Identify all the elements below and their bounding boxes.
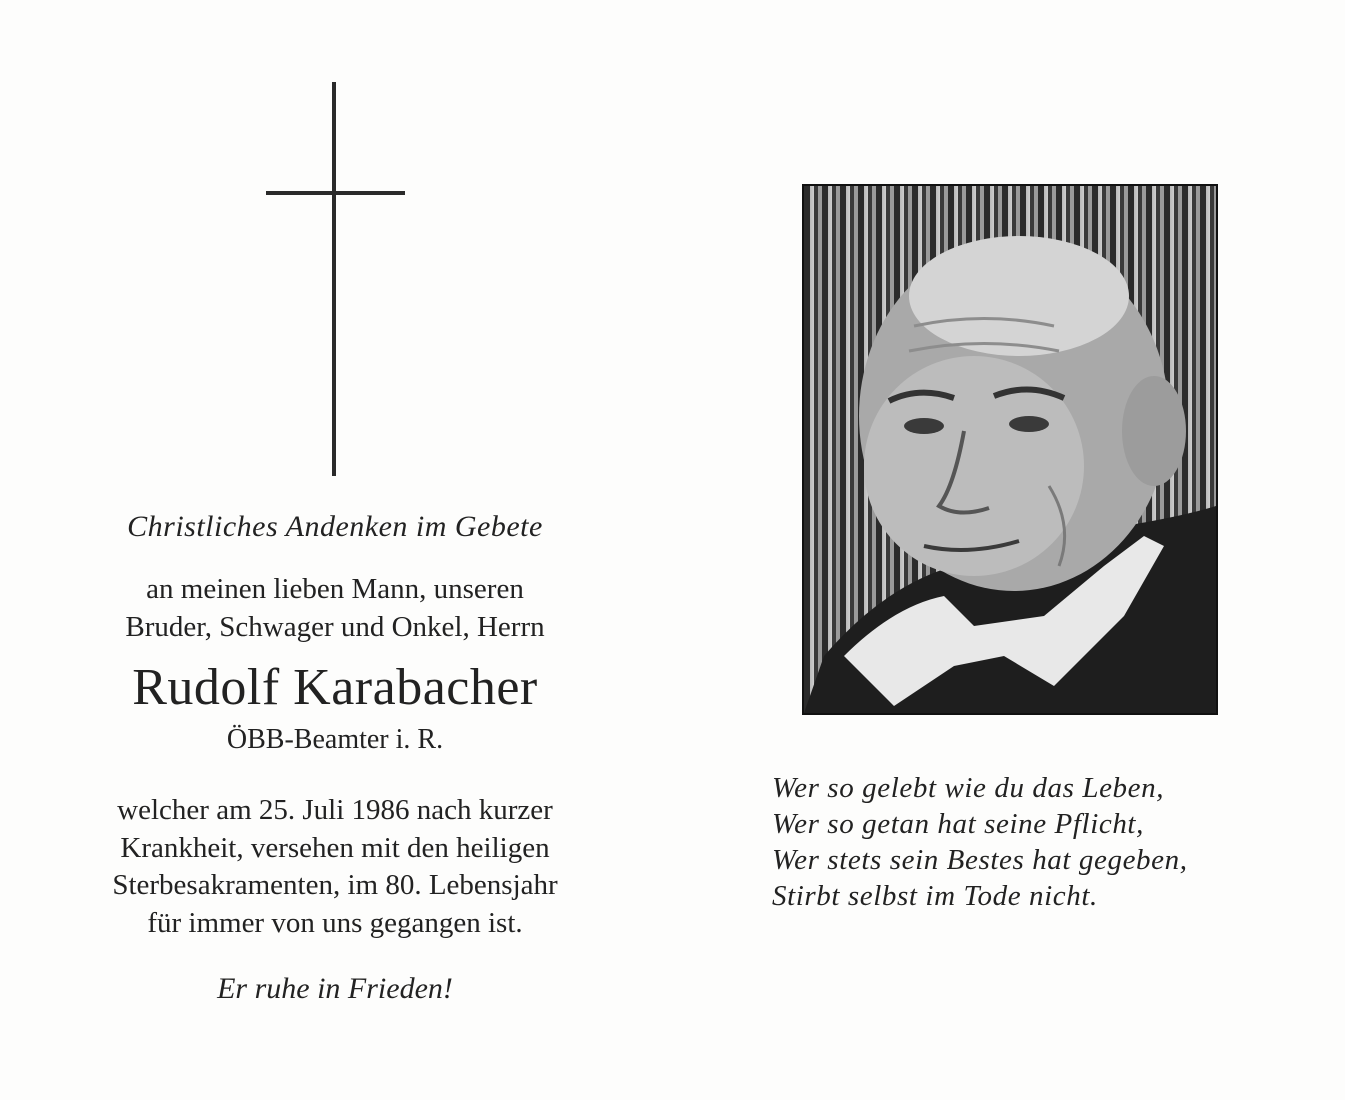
death-notice-text xyxy=(40,792,630,942)
profession: ÖBB-Beamter i. R. xyxy=(226,724,444,755)
portrait-photo xyxy=(802,184,1218,715)
poem xyxy=(772,770,1312,914)
notice-line: Sterbesakramenten, im 80. Lebensjahr xyxy=(112,869,558,901)
poem-line: Wer stets sein Bestes hat gegeben, xyxy=(772,844,1188,876)
closing-blessing: Er ruhe in Frieden! xyxy=(217,972,453,1005)
notice-line: für immer von uns gegangen ist. xyxy=(147,906,523,939)
notice-line: Krankheit, versehen mit den heiligen xyxy=(120,831,550,864)
intro-line: Bruder, Schwager und Onkel, Herrn xyxy=(125,611,545,643)
intro-text xyxy=(40,570,630,646)
cross-vertical-bar xyxy=(332,82,336,476)
heading: Christliches Andenken im Gebete xyxy=(127,510,543,543)
poem-line: Wer so gelebt wie du das Leben, xyxy=(772,772,1165,804)
poem-line: Stirbt selbst im Tode nicht. xyxy=(772,880,1098,912)
deceased-name: Rudolf Karabacher xyxy=(132,659,538,716)
intro-line: an meinen lieben Mann, unseren xyxy=(146,573,524,605)
poem-line: Wer so getan hat seine Pflicht, xyxy=(772,808,1144,840)
notice-line: welcher am 25. Juli 1986 nach kurzer xyxy=(117,794,553,826)
cross-horizontal-bar xyxy=(266,191,405,195)
portrait-illustration xyxy=(804,186,1216,713)
